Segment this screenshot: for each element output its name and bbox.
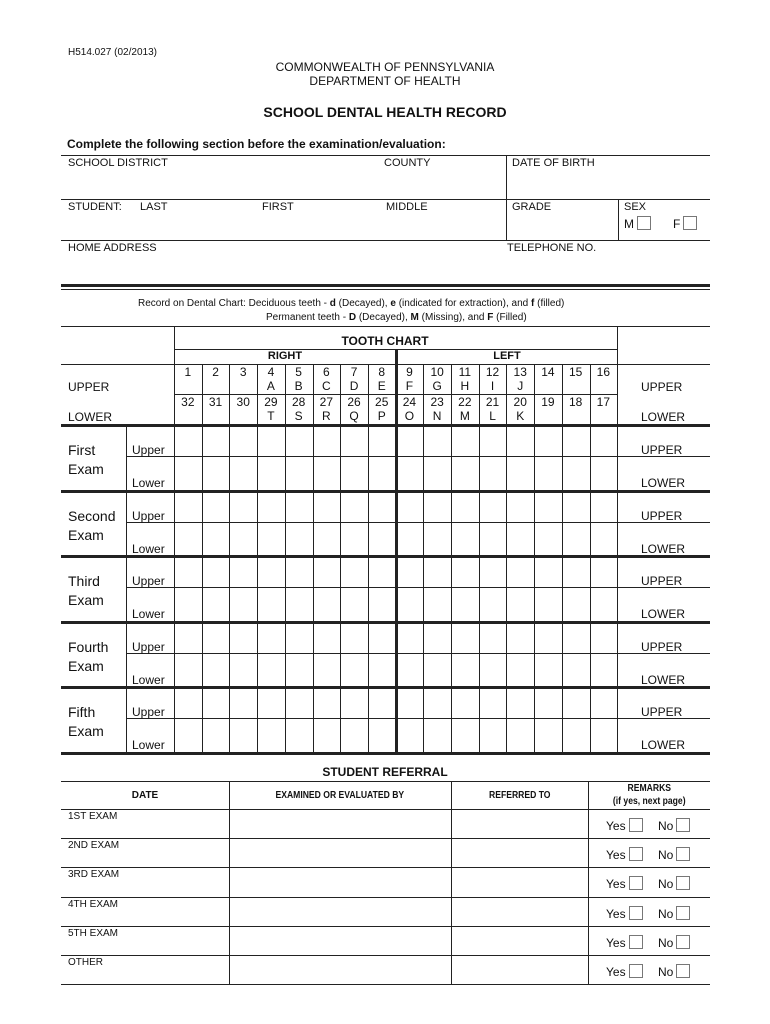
- upper-tooth-number: 11: [458, 365, 472, 379]
- exam-name-line2: Exam: [68, 461, 104, 477]
- exam-tooth-entry-area[interactable]: [174, 555, 617, 620]
- upper-tooth-number: 6: [323, 365, 330, 379]
- exam-label-divider: [126, 424, 127, 754]
- exam-name: Fourth: [68, 638, 109, 655]
- sex-f-option[interactable]: [673, 216, 697, 231]
- student-label: STUDENT:: [68, 201, 122, 213]
- upper-tooth-number: 7: [350, 365, 358, 379]
- lower-tooth-number: 23: [430, 395, 444, 409]
- form-code: H514.027 (02/2013): [68, 47, 157, 58]
- lower-tooth-number: 18: [568, 395, 583, 409]
- referral-examined-input[interactable]: [230, 956, 451, 983]
- no-checkbox[interactable]: [676, 906, 690, 920]
- no-label: No: [658, 819, 674, 833]
- exam-lower-label-right: LOWER: [641, 541, 686, 556]
- remarks-no-option[interactable]: [658, 818, 690, 833]
- yes-checkbox[interactable]: [629, 847, 643, 861]
- upper-tooth-number: 5: [295, 365, 302, 379]
- exam-name: Second: [68, 507, 116, 524]
- lower-tooth-number: 21: [485, 395, 500, 409]
- home-address-input[interactable]: [61, 255, 506, 283]
- lower-tooth-letter: P: [377, 409, 386, 423]
- referral-referred-input[interactable]: [452, 927, 588, 954]
- student-name-input[interactable]: [61, 214, 506, 239]
- upper-row-label-right: UPPER: [641, 380, 683, 394]
- lower-tooth-number: 28: [291, 395, 306, 409]
- yes-checkbox[interactable]: [629, 818, 643, 832]
- page-title: SCHOOL DENTAL HEALTH RECORD: [263, 104, 507, 120]
- exam-lower-label-right: LOWER: [641, 476, 686, 490]
- referral-date-input[interactable]: [61, 868, 229, 895]
- remarks-no-option[interactable]: [658, 906, 690, 921]
- no-label: No: [658, 965, 674, 979]
- referral-row-label: 2ND EXAM: [68, 840, 120, 852]
- upper-tooth-number: 3: [239, 365, 247, 379]
- telephone-input[interactable]: [507, 255, 710, 283]
- no-label: No: [658, 906, 674, 921]
- county-label: COUNTY: [384, 157, 431, 169]
- exam-lower-label: Lower: [132, 738, 165, 752]
- referral-examined-input[interactable]: [230, 898, 451, 925]
- remarks-yes-option[interactable]: [606, 906, 643, 921]
- grade-input[interactable]: [507, 214, 617, 239]
- remarks-yes-option[interactable]: [606, 935, 643, 950]
- agency-line2: DEPARTMENT OF HEALTH: [309, 74, 461, 88]
- middle-name-label: MIDDLE: [386, 201, 428, 213]
- lower-tooth-letter: O: [404, 409, 415, 423]
- dob-input[interactable]: [507, 170, 710, 198]
- referral-examined-input[interactable]: [230, 810, 451, 837]
- legend-line-2: Permanent teeth - D (Decayed), M (Missing), and F (Filled): [266, 312, 527, 323]
- yes-label: Yes: [606, 965, 626, 979]
- referral-examined-input[interactable]: [230, 868, 451, 895]
- first-name-label: FIRST: [262, 201, 294, 213]
- yes-label: Yes: [606, 819, 626, 833]
- exam-name-line2: Exam: [68, 723, 104, 739]
- lower-row-label-right: LOWER: [641, 410, 686, 424]
- exam-name: First: [68, 442, 96, 458]
- upper-tooth-number: 13: [513, 365, 527, 379]
- lower-tooth-number: 30: [236, 395, 250, 409]
- exam-lower-label-right: LOWER: [641, 672, 686, 687]
- col-date-header: DATE: [131, 790, 159, 801]
- upper-tooth-number: 16: [596, 365, 611, 379]
- no-label: No: [658, 935, 674, 950]
- no-checkbox[interactable]: [676, 847, 690, 861]
- referral-referred-input[interactable]: [452, 839, 588, 866]
- lower-tooth-letter: K: [516, 409, 525, 423]
- referral-examined-input[interactable]: [230, 839, 451, 866]
- yes-label: Yes: [606, 935, 626, 950]
- yes-checkbox[interactable]: [629, 906, 643, 920]
- lower-tooth-letter: L: [489, 409, 496, 423]
- remarks-no-option[interactable]: [658, 847, 690, 862]
- upper-tooth-number: 1: [184, 365, 192, 379]
- exam-lower-label: Lower: [132, 476, 165, 490]
- exam-name: Fifth: [68, 704, 96, 720]
- exam-upper-label-right: UPPER: [641, 574, 683, 588]
- col-remarks-header: REMARKS: [627, 783, 671, 794]
- lower-tooth-letter: R: [322, 409, 331, 423]
- referral-row-label: OTHER: [68, 957, 103, 968]
- lower-tooth-letter: T: [267, 409, 275, 423]
- referral-referred-input[interactable]: [452, 868, 588, 895]
- lower-tooth-number: 19: [541, 395, 555, 409]
- referral-date-input[interactable]: [61, 898, 229, 925]
- lower-tooth-number: 31: [208, 395, 223, 409]
- upper-tooth-letter: C: [322, 379, 331, 393]
- sex-m-option[interactable]: [624, 216, 651, 231]
- lower-tooth-letter: Q: [349, 409, 359, 423]
- sex-f-label: F: [673, 217, 681, 231]
- referral-referred-input[interactable]: [452, 898, 588, 925]
- no-checkbox[interactable]: [676, 876, 690, 890]
- grade-label: GRADE: [512, 201, 552, 213]
- upper-tooth-letter: I: [490, 379, 495, 393]
- exam-upper-label: Upper: [132, 508, 165, 523]
- referral-date-input[interactable]: [61, 956, 229, 983]
- dob-label: DATE OF BIRTH: [512, 157, 595, 169]
- no-label: No: [658, 877, 674, 892]
- upper-tooth-number: 12: [485, 365, 500, 379]
- referral-examined-input[interactable]: [230, 927, 451, 954]
- referral-row-label: 3RD EXAM: [68, 869, 120, 881]
- exam-upper-label: Upper: [132, 705, 165, 719]
- referral-row-label: 4TH EXAM: [68, 898, 119, 910]
- upper-tooth-letter: B: [294, 379, 303, 393]
- exam-lower-label-right: LOWER: [641, 607, 686, 621]
- upper-tooth-letter: J: [517, 379, 524, 393]
- no-checkbox[interactable]: [676, 935, 690, 949]
- upper-tooth-letter: H: [460, 379, 470, 393]
- lower-tooth-number: 26: [347, 395, 361, 409]
- upper-tooth-letter: F: [405, 379, 414, 393]
- last-name-label: LAST: [140, 201, 168, 213]
- instructions: Complete the following section before the examination/evaluation:: [67, 137, 446, 151]
- col-examined-header: EXAMINED OR EVALUATED BY: [275, 790, 405, 801]
- exam-tooth-entry-area[interactable]: [174, 686, 617, 751]
- legend-line-1: Record on Dental Chart: Deciduous teeth - d (Decayed), e (indicated for extraction), and f (filled): [138, 298, 565, 309]
- yes-label: Yes: [606, 877, 626, 892]
- lower-tooth-number: 32: [181, 395, 195, 409]
- lower-tooth-letter: N: [432, 409, 442, 423]
- lower-tooth-number: 22: [458, 395, 472, 409]
- exam-upper-label-right: UPPER: [641, 639, 683, 654]
- sex-m-checkbox[interactable]: [637, 216, 651, 230]
- remarks-no-option[interactable]: [658, 876, 690, 891]
- right-label: RIGHT: [267, 350, 303, 362]
- referral-bottom-line: [61, 984, 710, 985]
- yes-label: Yes: [606, 906, 626, 921]
- referral-title: STUDENT REFERRAL: [322, 765, 448, 779]
- exam-name-line2: Exam: [68, 526, 104, 543]
- remarks-yes-option[interactable]: [606, 818, 643, 833]
- exam-upper-label-right: UPPER: [641, 508, 683, 523]
- exam-upper-label: Upper: [132, 574, 165, 588]
- exam-upper-label-right: UPPER: [641, 705, 683, 719]
- exam-upper-label-right: UPPER: [641, 443, 683, 457]
- lower-tooth-letter: S: [294, 409, 303, 423]
- lower-tooth-number: 17: [596, 395, 611, 409]
- upper-tooth-number: 14: [541, 365, 555, 379]
- agency-line1: COMMONWEALTH OF PENNSYLVANIA: [275, 60, 495, 74]
- col-remarks-sub: (if yes, next page): [612, 796, 686, 807]
- left-label: LEFT: [493, 350, 521, 362]
- upper-tooth-letter: G: [432, 379, 442, 393]
- lower-tooth-number: 24: [402, 395, 417, 409]
- col-referred-header: REFERRED TO: [488, 790, 551, 801]
- sex-f-checkbox[interactable]: [683, 216, 697, 230]
- upper-tooth-letter: D: [349, 379, 359, 393]
- referral-row-label: 5TH EXAM: [68, 927, 119, 939]
- yes-checkbox[interactable]: [629, 964, 643, 978]
- school-district-label: SCHOOL DISTRICT: [68, 157, 168, 169]
- lower-tooth-number: 20: [513, 395, 527, 409]
- yes-checkbox[interactable]: [629, 876, 643, 890]
- tooth-chart-title: TOOTH CHART: [341, 334, 429, 348]
- exam-lower-label: Lower: [132, 672, 165, 687]
- exam-tooth-entry-area[interactable]: [174, 490, 617, 555]
- school-district-input[interactable]: [61, 170, 506, 198]
- referral-date-input[interactable]: [61, 839, 229, 866]
- exam-upper-label: Upper: [132, 639, 165, 654]
- upper-tooth-number: 9: [406, 365, 413, 379]
- exam-tooth-entry-area[interactable]: [174, 621, 617, 686]
- referral-referred-input[interactable]: [452, 810, 588, 837]
- no-label: No: [658, 848, 674, 863]
- exam-lower-label: Lower: [132, 607, 165, 621]
- lower-tooth-number: 27: [319, 395, 334, 409]
- no-checkbox[interactable]: [676, 964, 690, 978]
- yes-label: Yes: [606, 848, 626, 863]
- remarks-yes-option[interactable]: [606, 876, 643, 891]
- upper-tooth-number: 8: [378, 365, 386, 379]
- chart-right-border: [617, 326, 618, 754]
- exam-name-line2: Exam: [68, 592, 104, 608]
- telephone-label: TELEPHONE NO.: [507, 242, 597, 254]
- home-address-label: HOME ADDRESS: [68, 242, 157, 254]
- upper-row-label: UPPER: [68, 380, 110, 394]
- exam-name-line2: Exam: [68, 657, 104, 674]
- remarks-yes-option[interactable]: [606, 847, 643, 862]
- referral-date-input[interactable]: [61, 810, 229, 837]
- upper-tooth-letter: A: [266, 379, 275, 393]
- yes-checkbox[interactable]: [629, 935, 643, 949]
- upper-tooth-letter: E: [377, 379, 386, 393]
- lower-tooth-number: 29: [264, 395, 278, 409]
- referral-date-input[interactable]: [61, 927, 229, 954]
- exam-lower-label-right: LOWER: [641, 738, 686, 752]
- lower-tooth-number: 25: [375, 395, 389, 409]
- remarks-yes-option[interactable]: [606, 964, 643, 979]
- remarks-no-option[interactable]: [658, 935, 690, 950]
- upper-tooth-number: 2: [212, 365, 219, 379]
- upper-tooth-number: 15: [568, 365, 583, 379]
- sex-label: SEX: [624, 201, 647, 213]
- exam-upper-label: Upper: [132, 443, 165, 457]
- no-checkbox[interactable]: [676, 818, 690, 832]
- lower-tooth-letter: M: [459, 409, 470, 423]
- upper-tooth-number: 4: [267, 365, 275, 379]
- remarks-no-option[interactable]: [658, 964, 690, 979]
- referral-referred-input[interactable]: [452, 956, 588, 983]
- exam-tooth-entry-area[interactable]: [174, 424, 617, 489]
- sex-m-label: M: [624, 217, 634, 231]
- referral-row-label: 1ST EXAM: [68, 811, 118, 822]
- upper-tooth-number: 10: [430, 365, 444, 379]
- exam-lower-label: Lower: [132, 541, 165, 556]
- exam-name: Third: [68, 573, 100, 589]
- lower-row-label: LOWER: [68, 410, 113, 424]
